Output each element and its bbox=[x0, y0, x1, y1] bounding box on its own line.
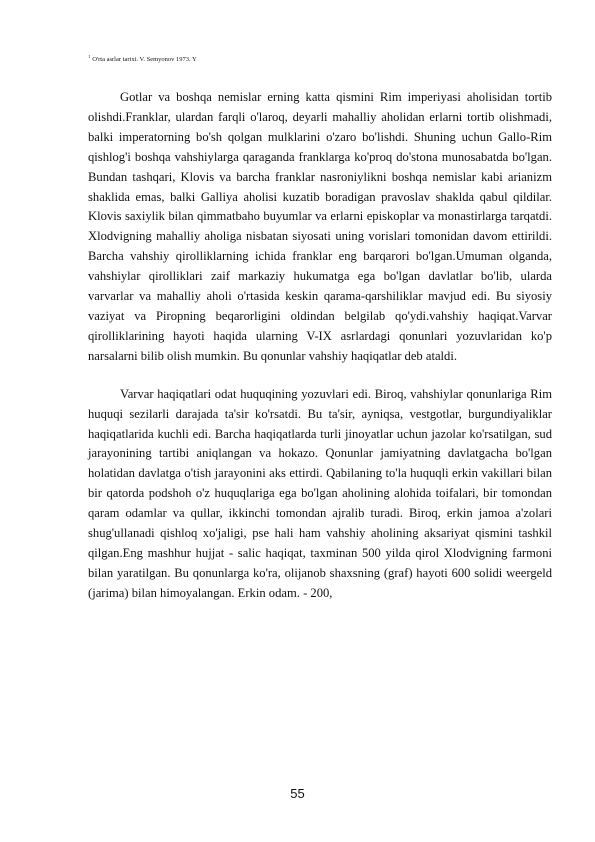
footnote-marker: 1 bbox=[88, 54, 91, 59]
footnote bbox=[88, 53, 197, 64]
page-number: 55 bbox=[290, 786, 305, 801]
paragraph-2: Varvar haqiqatlari odat huquqining yozuvlari edi. Biroq, vahshiylar qonunlariga Rim huquqi sezilarli darajada ta'sir ko'rsatdi. Bu ta'sir, ayniqsa, vestgotlar, burgundiyaliklar haqiqatlarida kuchli edi. Barcha haqiqatlarda turli jinoyatlar uchun jazolar ko'rsatilgan, sud jarayonining tartibi aniqlangan va hokazo. Qonunlar jamiyatning davlatgacha bo'lgan holatidan davlatga o'tish jarayonini aks ettirdi. Qabilaning to'la huquqli erkin vakillari bilan bir qatorda podshoh o'z huquqlariga ega bo'lgan aholining alohida toifalari, bir tomondan qaram odamlar va qullar, ikkinchi tomondan ajralib turadi. Biroq, erkin jamoa a'zolari shug'ullanadi qishloq xo'jaligi, pse hali ham vahshiy aholining aksariyat qismini tashkil qilgan.Eng mashhur hujjat - salic haqiqat, taxminan 500 yilda qirol Xlodvigning farmoni bilan yaratilgan. Bu qonunlarga ko'ra, olijanob shaxsning (graf) hayoti 600 solidi weergeld (jarima) bilan himoyalangan. Erkin odam. - 200, bbox=[88, 386, 552, 600]
footnote-text: O'rta asrlar tarixi. V. Semyonov 1973. Y bbox=[92, 56, 197, 64]
paragraph-1: Gotlar va boshqa nemislar erning katta qismini Rim imperiyasi aholisidan tortib olishdi.Franklar, ulardan farqli o'laroq, deyarli mahalliy aholidan erlarni tortib olishmadi, balki imperatorning bo'sh qolgan mulklarini o'zaro bo'lishdi. Shuning uchun Gallo-Rim qishlog'i boshqa vahshiylarga qaraganda franklarga ko'proq do'stona munosabatda bo'lgan. Bundan tashqari, Klovis va barcha franklar nasroniylikni boshqa nemislar kabi arianizm shaklida emas, balki Galliya aholisi kuzatib boradigan pravoslav shaklda qabul qildilar. Klovis saxiylik bilan qimmatbaho buyumlar va erlarni episkoplar va monastirlarga tarqatdi. Xlodvigning mahalliy aholiga nisbatan siyosati uning vorislari tomonidan davom ettirildi. Barcha vahshiy qirolliklarning ichida franklar eng barqarori bo'lgan.Umuman olganda, vahshiylar qirolliklari zaif markaziy hukumatga ega bo'lgan davlatlar bo'lib, ularda varvarlar va mahalliy aholi o'rtasida keskin qarama-qarshiliklar mavjud edi. Bu siyosiy vaziyat va Piropning beqarorligini oldindan belgilab qo'ydi.vahshiy haqiqat.Varvar qirolliklarining hayoti haqida ularning V-IX asrlardagi qonunlari yozuvlaridan ko'p narsalarni bilib olish mumkin. Bu qonunlar vahshiy haqiqatlar deb ataldi. bbox=[88, 90, 552, 363]
document-body bbox=[88, 88, 552, 604]
